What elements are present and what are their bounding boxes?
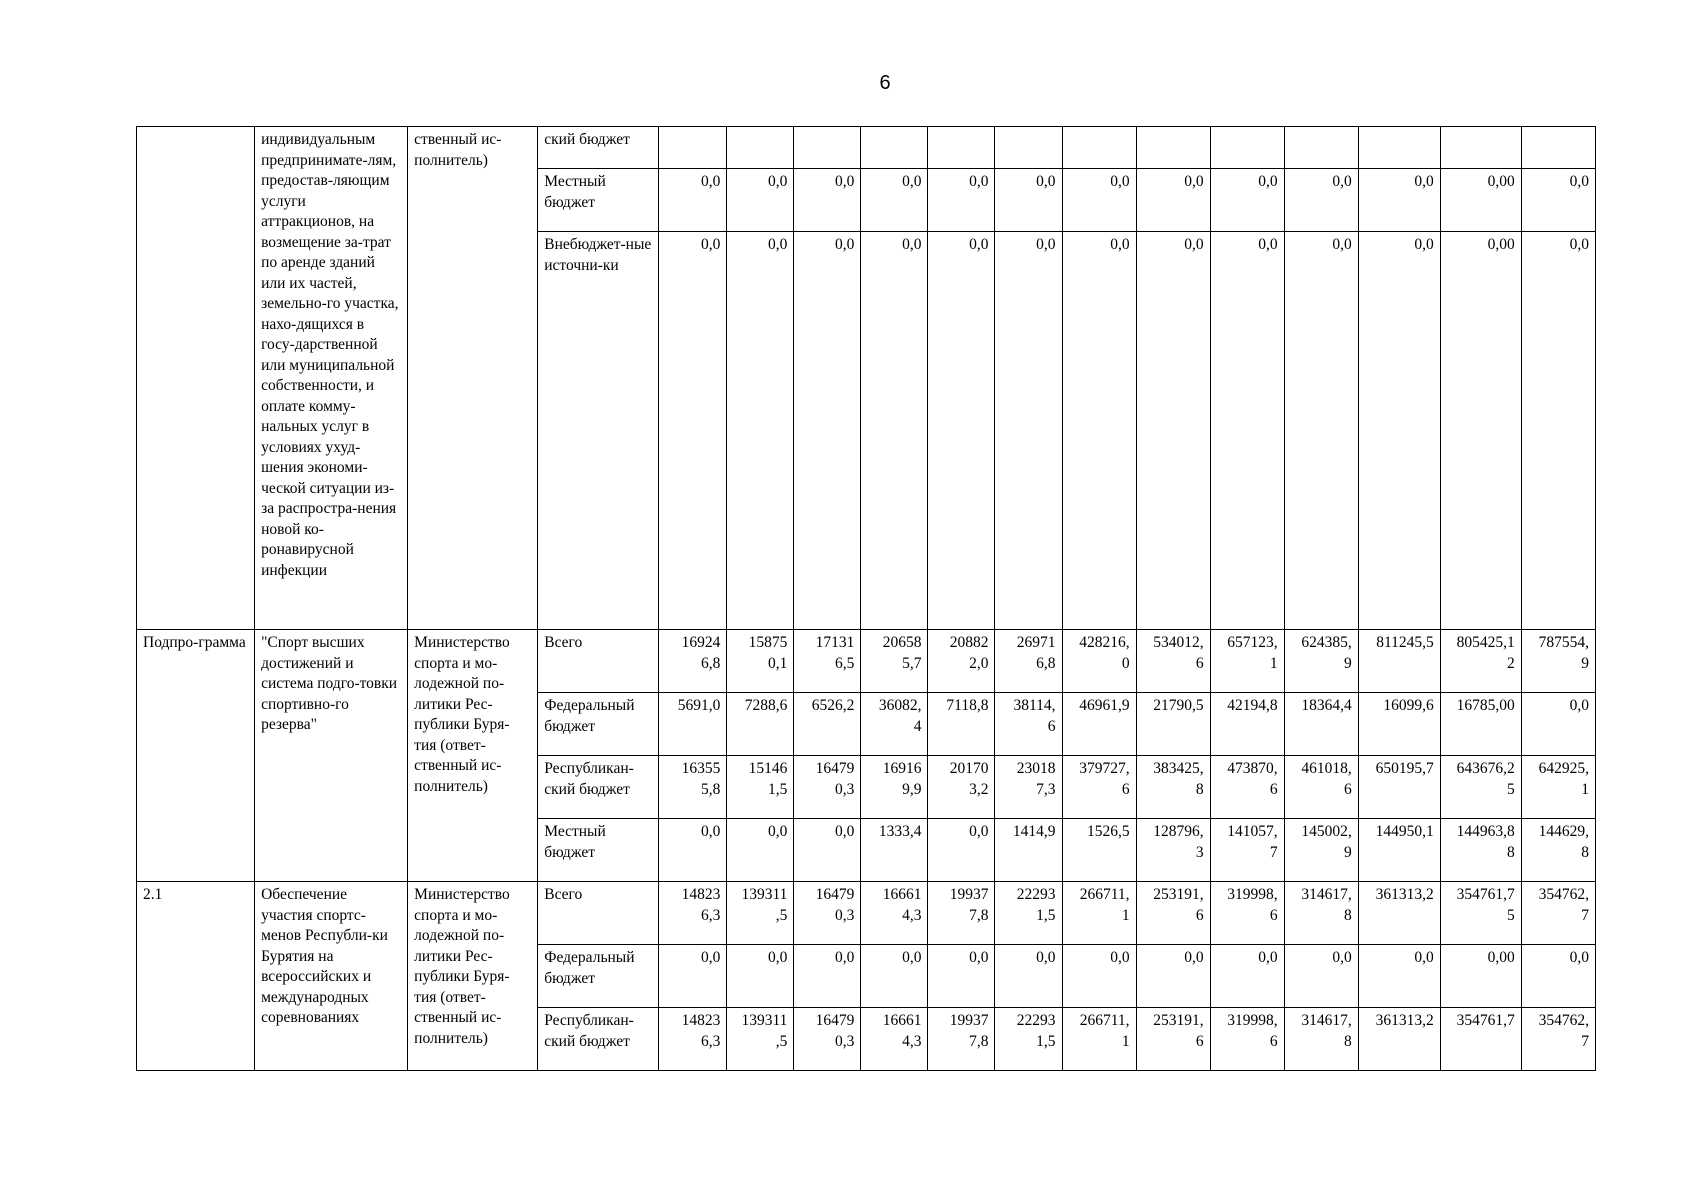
value-cell: 314617, 8	[1284, 882, 1358, 945]
value-cell: 1526,5	[1062, 819, 1136, 882]
funding-source-cell: ский бюджет	[538, 127, 659, 169]
value-cell: 141057, 7	[1210, 819, 1284, 882]
value-cell: 0,0	[1062, 169, 1136, 232]
value-cell	[1358, 127, 1440, 169]
value-cell: 0,0	[794, 232, 861, 630]
funding-source-cell: Республикан-ский бюджет	[538, 1008, 659, 1071]
row-label-cell: 2.1	[137, 882, 255, 1071]
value-cell: 15146 1,5	[727, 756, 794, 819]
funding-source-cell: Федеральный бюджет	[538, 693, 659, 756]
value-cell: 0,0	[861, 232, 928, 630]
budget-table	[136, 126, 1596, 1071]
value-cell: 36082, 4	[861, 693, 928, 756]
value-cell: 42194,8	[1210, 693, 1284, 756]
value-cell: 16479 0,3	[794, 1008, 861, 1071]
value-cell	[1284, 127, 1358, 169]
value-cell: 0,0	[727, 819, 794, 882]
value-cell: 650195,7	[1358, 756, 1440, 819]
value-cell: 7288,6	[727, 693, 794, 756]
value-cell	[1062, 127, 1136, 169]
value-cell: 0,0	[659, 169, 727, 232]
value-cell: 0,0	[861, 945, 928, 1008]
value-cell: 461018, 6	[1284, 756, 1358, 819]
table-row	[137, 630, 1596, 693]
value-cell: 0,0	[1521, 945, 1595, 1008]
value-cell: 361313,2	[1358, 1008, 1440, 1071]
value-cell: 266711, 1	[1062, 882, 1136, 945]
value-cell	[1440, 127, 1521, 169]
value-cell: 379727, 6	[1062, 756, 1136, 819]
value-cell: 0,0	[1358, 169, 1440, 232]
value-cell: 0,0	[995, 945, 1062, 1008]
value-cell: 20882 2,0	[928, 630, 995, 693]
funding-source-cell: Местный бюджет	[538, 819, 659, 882]
value-cell: 0,0	[861, 169, 928, 232]
value-cell: 18364,4	[1284, 693, 1358, 756]
funding-source-cell: Республикан-ский бюджет	[538, 756, 659, 819]
value-cell: 361313,2	[1358, 882, 1440, 945]
value-cell: 657123, 1	[1210, 630, 1284, 693]
value-cell: 811245,5	[1358, 630, 1440, 693]
value-cell: 144963,8 8	[1440, 819, 1521, 882]
value-cell: 319998, 6	[1210, 882, 1284, 945]
value-cell: 354762, 7	[1521, 882, 1595, 945]
value-cell: 624385, 9	[1284, 630, 1358, 693]
value-cell: 354762, 7	[1521, 1008, 1595, 1071]
row-label-cell: Подпро-грамма	[137, 630, 255, 882]
value-cell: 473870, 6	[1210, 756, 1284, 819]
value-cell: 0,0	[1521, 693, 1595, 756]
value-cell: 139311 ,5	[727, 1008, 794, 1071]
value-cell: 354761,7	[1440, 1008, 1521, 1071]
funding-source-cell: Внебюджет-ные источни-ки	[538, 232, 659, 630]
executor-cell: ственный ис-полнитель)	[408, 127, 538, 630]
value-cell: 0,0	[1284, 945, 1358, 1008]
value-cell: 17131 6,5	[794, 630, 861, 693]
value-cell: 16785,00	[1440, 693, 1521, 756]
value-cell: 266711, 1	[1062, 1008, 1136, 1071]
table-row	[137, 882, 1596, 945]
value-cell: 38114, 6	[995, 693, 1062, 756]
value-cell: 7118,8	[928, 693, 995, 756]
funding-source-cell: Федеральный бюджет	[538, 945, 659, 1008]
funding-source-cell: Местный бюджет	[538, 169, 659, 232]
value-cell: 6526,2	[794, 693, 861, 756]
measure-name-cell: Обеспечение участия спортс-менов Республи-ки Бурятия на всероссийских и международных соревнованиях	[255, 882, 408, 1071]
value-cell: 0,0	[928, 945, 995, 1008]
value-cell: 16479 0,3	[794, 882, 861, 945]
value-cell: 787554, 9	[1521, 630, 1595, 693]
measure-name-cell: "Спорт высших достижений и система подго-товки спортивно-го резерва"	[255, 630, 408, 882]
value-cell	[794, 127, 861, 169]
value-cell: 0,00	[1440, 945, 1521, 1008]
page-number: 6	[879, 72, 891, 94]
value-cell: 0,0	[1284, 232, 1358, 630]
value-cell	[727, 127, 794, 169]
value-cell: 534012, 6	[1136, 630, 1210, 693]
value-cell	[659, 127, 727, 169]
executor-cell: Министерство спорта и мо-лодежной по-литики Рес-публики Буря-тия (ответ-ственный ис-полнитель)	[408, 630, 538, 882]
value-cell: 0,0	[659, 819, 727, 882]
value-cell: 642925, 1	[1521, 756, 1595, 819]
funding-source-cell: Всего	[538, 630, 659, 693]
value-cell	[928, 127, 995, 169]
value-cell: 0,0	[1136, 169, 1210, 232]
value-cell: 428216, 0	[1062, 630, 1136, 693]
value-cell: 5691,0	[659, 693, 727, 756]
value-cell: 354761,7 5	[1440, 882, 1521, 945]
value-cell: 139311 ,5	[727, 882, 794, 945]
value-cell: 0,0	[1062, 945, 1136, 1008]
value-cell: 0,0	[794, 945, 861, 1008]
value-cell: 19937 7,8	[928, 1008, 995, 1071]
value-cell: 0,0	[995, 232, 1062, 630]
value-cell: 0,0	[1210, 169, 1284, 232]
value-cell: 0,0	[727, 945, 794, 1008]
value-cell: 0,0	[1284, 169, 1358, 232]
value-cell: 16099,6	[1358, 693, 1440, 756]
value-cell: 16661 4,3	[861, 1008, 928, 1071]
value-cell: 145002, 9	[1284, 819, 1358, 882]
value-cell: 20658 5,7	[861, 630, 928, 693]
value-cell: 1414,9	[995, 819, 1062, 882]
value-cell: 643676,2 5	[1440, 756, 1521, 819]
value-cell: 319998, 6	[1210, 1008, 1284, 1071]
value-cell: 128796, 3	[1136, 819, 1210, 882]
value-cell: 14823 6,3	[659, 1008, 727, 1071]
value-cell: 0,0	[995, 169, 1062, 232]
value-cell: 0,0	[1136, 232, 1210, 630]
value-cell: 0,00	[1440, 169, 1521, 232]
value-cell: 0,0	[1210, 945, 1284, 1008]
value-cell: 0,0	[1062, 232, 1136, 630]
value-cell: 0,0	[659, 945, 727, 1008]
funding-source-cell: Всего	[538, 882, 659, 945]
value-cell: 144950,1	[1358, 819, 1440, 882]
value-cell: 0,00	[1440, 232, 1521, 630]
value-cell: 805425,1 2	[1440, 630, 1521, 693]
value-cell: 0,0	[659, 232, 727, 630]
value-cell: 0,0	[1521, 232, 1595, 630]
value-cell: 15875 0,1	[727, 630, 794, 693]
value-cell: 0,0	[928, 819, 995, 882]
value-cell: 16661 4,3	[861, 882, 928, 945]
value-cell	[995, 127, 1062, 169]
row-label-cell	[137, 127, 255, 630]
value-cell: 16479 0,3	[794, 756, 861, 819]
value-cell: 16916 9,9	[861, 756, 928, 819]
executor-cell: Министерство спорта и мо-лодежной по-литики Рес-публики Буря-тия (ответ-ственный ис-полнитель)	[408, 882, 538, 1071]
value-cell: 19937 7,8	[928, 882, 995, 945]
value-cell: 22293 1,5	[995, 1008, 1062, 1071]
value-cell: 23018 7,3	[995, 756, 1062, 819]
value-cell: 21790,5	[1136, 693, 1210, 756]
value-cell: 253191, 6	[1136, 882, 1210, 945]
value-cell: 0,0	[727, 232, 794, 630]
value-cell: 22293 1,5	[995, 882, 1062, 945]
value-cell: 46961,9	[1062, 693, 1136, 756]
value-cell	[1136, 127, 1210, 169]
value-cell: 0,0	[727, 169, 794, 232]
value-cell: 0,0	[1358, 945, 1440, 1008]
value-cell	[1521, 127, 1595, 169]
value-cell: 253191, 6	[1136, 1008, 1210, 1071]
value-cell: 14823 6,3	[659, 882, 727, 945]
value-cell: 0,0	[1358, 232, 1440, 630]
value-cell: 16924 6,8	[659, 630, 727, 693]
value-cell: 383425, 8	[1136, 756, 1210, 819]
value-cell: 0,0	[928, 169, 995, 232]
value-cell: 20170 3,2	[928, 756, 995, 819]
measure-name-cell: индивидуальным предпринимате-лям, предостав-ляющим услуги аттракционов, на возмещение за-трат по аренде зданий или их частей, земельно-го участка, нахо-дящихся в госу-дарственной или муниципальной собственности, и оплате комму-нальных услуг в условиях ухуд-шения экономи-ческой ситуации из-за распростра-нения новой ко-ронавирусной инфекции	[255, 127, 408, 630]
value-cell: 0,0	[794, 819, 861, 882]
value-cell: 144629, 8	[1521, 819, 1595, 882]
value-cell: 0,0	[1136, 945, 1210, 1008]
value-cell: 0,0	[1521, 169, 1595, 232]
value-cell: 0,0	[1210, 232, 1284, 630]
value-cell	[861, 127, 928, 169]
table-row	[137, 127, 1596, 169]
value-cell: 16355 5,8	[659, 756, 727, 819]
value-cell: 0,0	[928, 232, 995, 630]
value-cell: 0,0	[794, 169, 861, 232]
value-cell: 26971 6,8	[995, 630, 1062, 693]
value-cell: 1333,4	[861, 819, 928, 882]
value-cell: 314617, 8	[1284, 1008, 1358, 1071]
value-cell	[1210, 127, 1284, 169]
